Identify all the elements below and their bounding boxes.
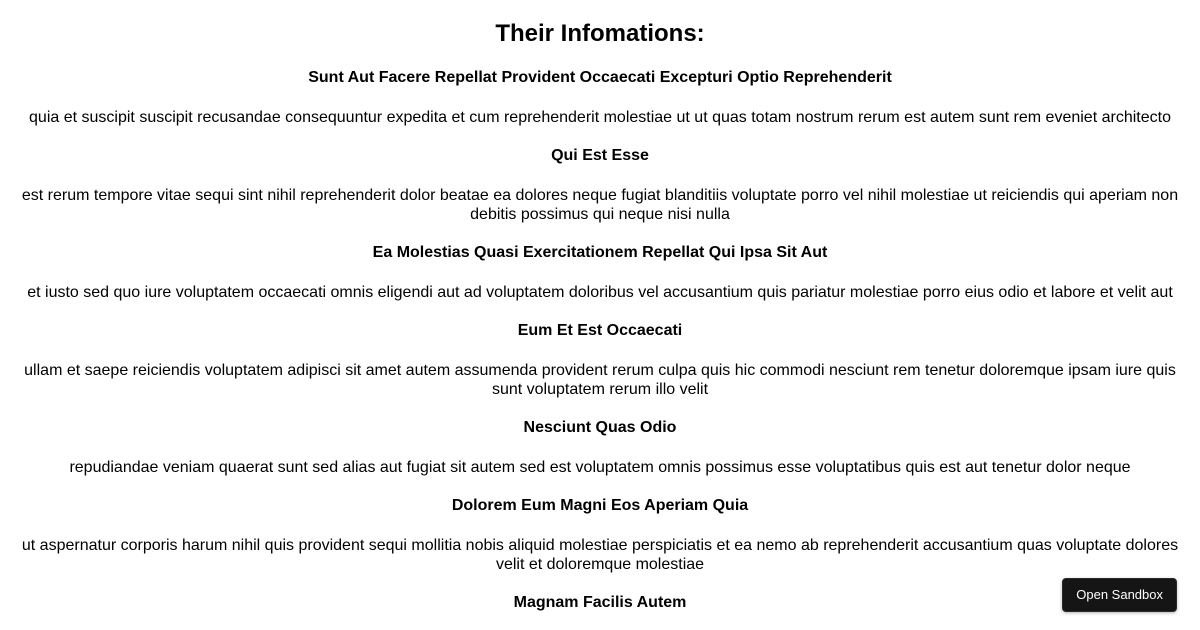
post-title: Sunt Aut Facere Repellat Provident Occaecati Excepturi Optio Reprehenderit xyxy=(308,69,892,86)
post-item xyxy=(10,418,1190,477)
post-title: Eum Et Est Occaecati xyxy=(517,322,683,339)
post-item xyxy=(10,496,1190,574)
post-body: repudiandae veniam quaerat sunt sed alias aut fugiat sit autem sed est voluptatem omnis possimus esse voluptatibus quis est aut tenetur dolor neque xyxy=(69,459,1131,476)
post-body: ullam et saepe reiciendis voluptatem adipisci sit amet autem assumenda provident rerum culpa quis hic commodi nesciunt rem tenetur doloremque ipsam iure quis sunt voluptatem rerum illo velit xyxy=(24,362,1176,398)
post-title: Magnam Facilis Autem xyxy=(513,594,687,611)
post-item xyxy=(10,321,1190,399)
post-title: Dolorem Eum Magni Eos Aperiam Quia xyxy=(451,497,749,514)
post-title: Ea Molestias Quasi Exercitationem Repellat Qui Ipsa Sit Aut xyxy=(372,244,828,261)
page-title: Their Infomations: xyxy=(495,20,705,47)
post-item xyxy=(10,243,1190,302)
post-body: est rerum tempore vitae sequi sint nihil reprehenderit dolor beatae ea dolores neque fugiat blanditiis voluptate porro vel nihil molestiae ut reiciendis qui aperiam non debitis possimus qui neque nisi nulla xyxy=(21,187,1179,223)
post-title: Nesciunt Quas Odio xyxy=(523,419,677,436)
post-title: Qui Est Esse xyxy=(551,147,649,164)
post-body: quia et suscipit suscipit recusandae consequuntur expedita et cum reprehenderit molestiae ut ut quas totam nostrum rerum est autem sunt rem eveniet architecto xyxy=(29,109,1171,126)
post-item xyxy=(10,593,1190,613)
post-list xyxy=(0,68,1200,613)
post-body: et iusto sed quo iure voluptatem occaecati omnis eligendi aut ad voluptatem doloribus vel accusantium quis pariatur molestiae porro eius odio et labore et velit aut xyxy=(27,284,1173,301)
post-item xyxy=(10,146,1190,224)
post-body: ut aspernatur corporis harum nihil quis provident sequi mollitia nobis aliquid molestiae perspiciatis et ea nemo ab reprehenderit accusantium quas voluptate dolores velit et doloremque molestiae xyxy=(21,537,1179,573)
post-item xyxy=(10,68,1190,127)
open-sandbox-button[interactable]: Open Sandbox xyxy=(1062,578,1177,612)
